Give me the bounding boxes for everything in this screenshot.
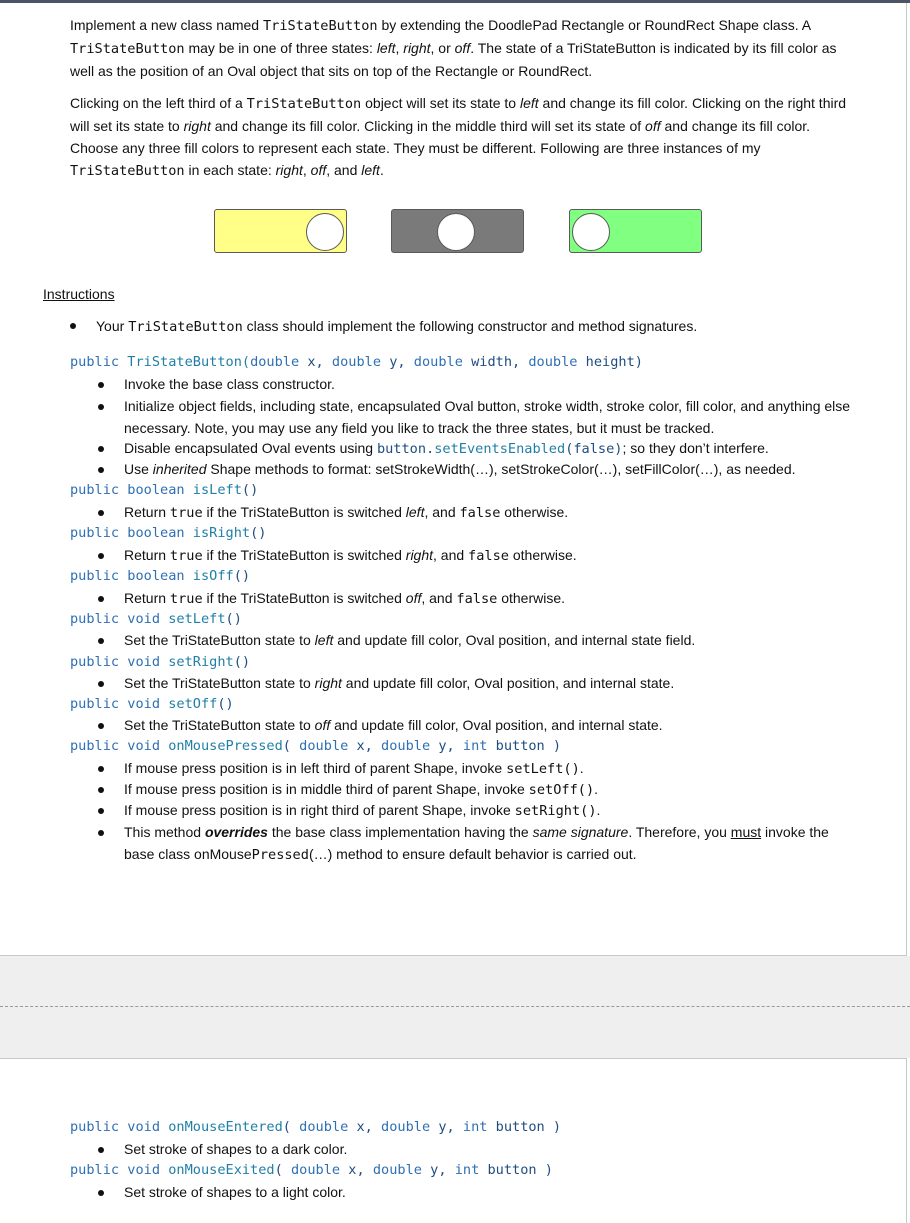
page-gap [0,956,910,1058]
setright-signature: public void setRight() [70,654,251,670]
isright-signature: public boolean isRight() [70,525,267,541]
page-break-dashed-line [0,1006,910,1007]
document-page-1 [0,3,907,956]
onmouseexited-signature: public void onMouseExited( double x, double y, int button ) [70,1162,553,1178]
intro-paragraph-1: Implement a new class named TriStateButton by extending the DoodlePad Rectangle or RoundRect Shape class. A TriStateButton may be in one of three states: left, right, or off. The state of a TriStateButton is indicated by its fill color as well as the position of an Oval object that sits on top of the Rectangle or RoundRect. [70,17,837,79]
setoff-signature: public void setOff() [70,696,234,712]
tristate-button-right [214,209,347,253]
isleft-bullet: Return true if the TriStateButton is switched left, and false otherwise. [124,502,854,525]
constructor-bullet: Use inherited Shape methods to format: setStrokeWidth(…), setStrokeColor(…), setFillColor(…), as needed. [124,459,854,481]
isoff-signature: public boolean isOff() [70,568,251,584]
setleft-bullet: Set the TriStateButton state to left and update fill color, Oval position, and internal state field. [124,630,854,652]
setoff-bullet: Set the TriStateButton state to off and update fill color, Oval position, and internal state. [124,715,854,737]
constructor-bullet: Invoke the base class constructor. [124,374,854,396]
oval-knob [306,213,344,251]
setleft-signature: public void setLeft() [70,611,242,627]
constructor-bullet: Disable encapsulated Oval events using button.setEventsEnabled(false); so they don’t interfere. [124,438,854,461]
onmousepressed-bullet: If mouse press position is in middle third of parent Shape, invoke setOff(). [124,779,854,802]
intro-bullet: Your TriStateButton class should implement the following constructor and method signatures. [96,318,698,335]
onmousepressed-bullet: This method overrides the base class implementation having the same signature. Therefore, you must invoke the base class onMousePressed(…) method to ensure default behavior is carried out. [124,822,854,866]
instructions-heading: Instructions [43,286,115,302]
tristate-button-left [569,209,702,253]
onmouseexited-bullet: Set stroke of shapes to a light color. [124,1182,854,1204]
constructor-bullet: Initialize object fields, including state, encapsulated Oval button, stroke width, stroke color, fill color, and anything else necessary. Note, you may use any field you like to track the three states, but it must be tracked. [124,396,854,439]
onmouseentered-signature: public void onMouseEntered( double x, double y, int button ) [70,1119,562,1135]
document-page-2 [0,1058,907,1223]
tristate-button-off [391,209,524,253]
oval-knob [572,213,610,251]
onmousepressed-bullet: If mouse press position is in left third of parent Shape, invoke setLeft(). [124,758,854,781]
constructor-signature: public TriStateButton(double x, double y, double width, double height) [70,354,643,370]
onmouseentered-bullet: Set stroke of shapes to a dark color. [124,1139,854,1161]
oval-knob [437,213,475,251]
intro-paragraph-2: Clicking on the left third of a TriStateButton object will set its state to left and change its fill color. Clicking on the right third will set its state to right and change its fill color. Clicking in the middle third will set its state of off and change its fill color. Choose any three fill colors to represent each state. They must be different. Following are three instances of my TriStateButton in each state: right, off, and left. [70,95,847,179]
onmousepressed-signature: public void onMousePressed( double x, double y, int button ) [70,738,562,754]
isoff-bullet: Return true if the TriStateButton is switched off, and false otherwise. [124,588,854,611]
onmousepressed-bullet: If mouse press position is in right third of parent Shape, invoke setRight(). [124,800,854,823]
isright-bullet: Return true if the TriStateButton is switched right, and false otherwise. [124,545,854,568]
isleft-signature: public boolean isLeft() [70,482,259,498]
setright-bullet: Set the TriStateButton state to right and update fill color, Oval position, and internal state. [124,673,854,695]
